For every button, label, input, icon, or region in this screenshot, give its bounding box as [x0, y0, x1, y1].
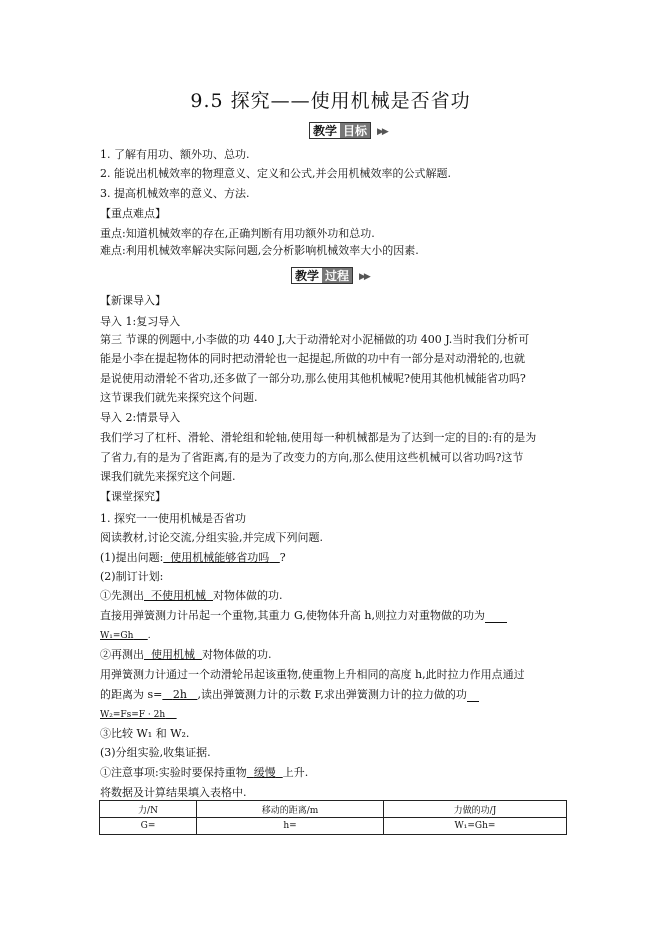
question-3: (3)分组实验,收集证据.	[100, 746, 211, 759]
question-2: (2)制订计划:	[100, 570, 164, 583]
badge-goals-part2: 目标	[340, 123, 370, 138]
key-point: 重点:知道机械效率的存在,正确判断有用功额外功和总功.	[100, 227, 375, 240]
q1-suffix: ?	[279, 551, 286, 564]
step2-answer: 使用机械	[151, 648, 195, 661]
intro2-line: 我们学习了杠杆、滑轮、滑轮组和轮轴,使用每一种机械都是为了达到一定的目的:有的是为	[100, 431, 537, 444]
fill-table-instruction: 将数据及计算结果填入表格中.	[100, 786, 247, 799]
step2-distance: 的距离为 s= 2h ,读出弹簧测力计的示数 F,求出弹簧测力计的拉力做的功	[100, 688, 479, 702]
intro1-line: 第三 节课的例题中,小李做的功 440 J,大于动滑轮对小泥桶做的功 400 J.当时我们分析可	[100, 333, 530, 346]
intro1-line: 是说使用动滑轮不省功,还多做了一部分功,那么使用其他机械呢?使用其他机械能省功吗?	[100, 372, 526, 385]
step-1: ①先测出 不使用机械 对物体做的功.	[100, 589, 283, 602]
note: ①注意事项:实验时要保持重物 缓慢 上升.	[100, 766, 309, 779]
step-2: ②再测出 使用机械 对物体做的功.	[100, 648, 272, 661]
table-cell: W₁=Gh=	[384, 818, 567, 835]
intro2-title: 导入 2:情景导入	[100, 411, 181, 424]
intro1-title: 导入 1:复习导入	[100, 315, 181, 328]
step2-formula: W₂=Fs=F · 2h	[100, 710, 166, 720]
data-table	[99, 800, 567, 835]
page-title: 9.5 探究——使用机械是否省功	[190, 90, 471, 112]
intro1-line: 这节课我们就先来探究这个问题.	[100, 391, 258, 404]
intro2-line: 课我们就先来探究这个问题.	[100, 470, 236, 483]
badge-arrow-icon: ▶▶	[359, 272, 369, 282]
step2-distance-answer: 2h	[172, 688, 187, 701]
table-row	[100, 818, 567, 835]
goal-2: 2. 能说出机械效率的物理意义、定义和公式,并会用机械效率的公式解题.	[100, 167, 451, 180]
table-header-row	[100, 801, 567, 818]
teaching-goals-badge	[309, 122, 371, 139]
class-explore-heading: 【课堂探究】	[100, 490, 166, 503]
explore-title: 1. 探究一一使用机械是否省功	[100, 512, 246, 525]
step-3: ③比较 W₁ 和 W₂.	[100, 727, 190, 740]
badge-goals-part1: 教学	[310, 123, 340, 138]
table-cell: h=	[197, 818, 384, 835]
badge-process-part1: 教学	[292, 268, 322, 283]
table-cell: G=	[100, 818, 197, 835]
difficulty-point: 难点:利用机械效率解决实际问题,会分析影响机械效率大小的因素.	[100, 244, 419, 257]
badge-arrow-icon: ▶▶	[377, 127, 387, 137]
step1-answer: 不使用机械	[151, 589, 206, 602]
step1-formula: W₁=Gh .	[100, 631, 151, 641]
goal-1: 1. 了解有用功、额外功、总功.	[100, 148, 250, 161]
explore-instructions: 阅读教材,讨论交流,分组实验,并完成下列问题.	[100, 531, 323, 544]
badge-process-part2: 过程	[322, 268, 352, 283]
question-1	[100, 551, 286, 565]
table-header-cell: 力做的功/J	[384, 801, 567, 818]
goal-3: 3. 提高机械效率的意义、方法.	[100, 187, 250, 200]
step2-description: 用弹簧测力计通过一个动滑轮吊起该重物,使重物上升相同的高度 h,此时拉力作用点通过	[100, 668, 525, 681]
intro2-line: 了省力,有的是为了省距离,有的是为了改变力的方向,那么使用这些机械可以省功吗?这节	[100, 451, 524, 464]
new-lesson-heading: 【新课导入】	[100, 294, 166, 307]
table-header-cell: 移动的距离/m	[197, 801, 384, 818]
step1-description: 直接用弹簧测力计吊起一个重物,其重力 G,使物体升高 h,则拉力对重物做的功为	[100, 609, 507, 623]
q1-answer: 使用机械能够省功吗	[170, 551, 270, 564]
table-header-cell: 力/N	[100, 801, 197, 818]
note-answer: 缓慢	[253, 766, 276, 779]
q1-prefix: (1)提出问题:	[100, 551, 164, 564]
intro1-line: 能是小李在提起物体的同时把动滑轮也一起提起,所做的功中有一部分是对动滑轮的,也就	[100, 352, 525, 365]
key-difficulty-heading: 【重点难点】	[100, 207, 166, 220]
teaching-process-badge	[291, 267, 353, 284]
